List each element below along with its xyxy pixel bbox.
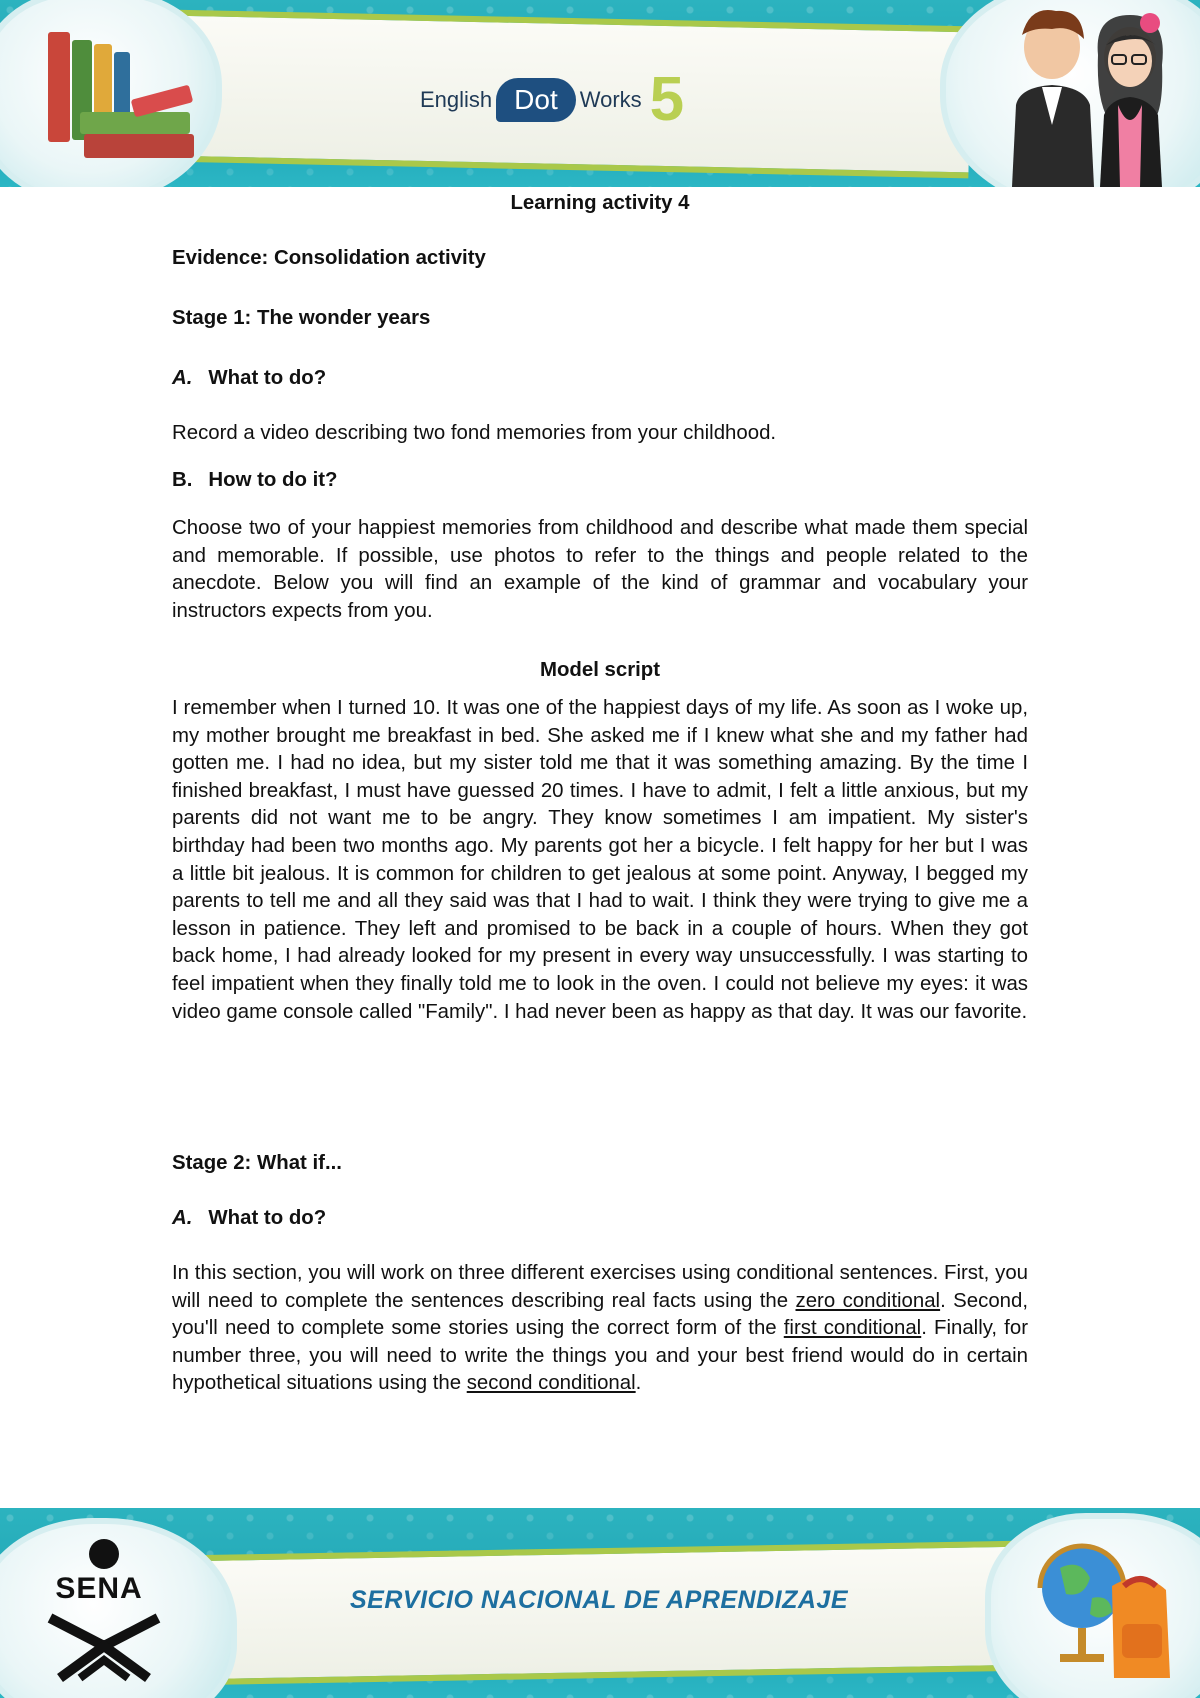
stage2-text-part4: . [635, 1372, 642, 1395]
sena-logo [20, 1528, 180, 1688]
stage2-a-title: What to do? [208, 1207, 327, 1229]
english-dot-works-logo [420, 65, 685, 134]
logo-number: 5 [649, 65, 685, 134]
stage1-a-text: Record a video describing two fond memories from your childhood. [172, 422, 777, 444]
logo-word-works: Works [579, 87, 642, 112]
page-title: Learning activity 4 [510, 192, 690, 214]
model-script-heading: Model script [539, 659, 661, 681]
stage1-b-text: Choose two of your happiest memories from childhood and describe what made them special and memorable. If possible, use photos to refer to the things and people related to the anecdote. Below you will find an example of the kind of grammar and vocabulary your instructors expects from you. [172, 517, 1028, 622]
stage2-text-part3: . Finally, for number three, you will need to write the things you and your best friend would do in certain hypothetical situations using the [172, 1317, 1028, 1395]
model-script-text: I remember when I turned 10. It was one of the happiest days of my life. As soon as I woke up, my mother brought me breakfast in bed. She asked me if I knew what she and my father had gotten me. I had no idea, but my sister told me that it was something amazing. By the time I finished breakfast, I must have guessed 20 times. I have to admit, I felt a little anxious, but my parents did not want me to be angry. They know sometimes I am impatient. My sister's birthday had been two months ago. My parents got her a bicycle. I felt happy for her but I was a little bit jealous. It is common for children to get jealous at some point. Anyway, I begged my parents to tell me and all they said was that I had to wait. I think they were trying to give me a lesson in patience. They left and promised to be back in a couple of hours. When they got back home, I had already looked for my present in every way unsuccessfully. I was starting to feel impatient when they finally told me to look in the oven. I could not believe my eyes: it was video game console called "Family". I had never been as happy as that day. It was our favorite. [172, 697, 1028, 1023]
header-banner [0, 0, 1200, 187]
stage2-heading: Stage 2: What if... [172, 1152, 342, 1174]
stage2-a-letter: A. [172, 1207, 193, 1229]
stage1-heading: Stage 1: The wonder years [172, 307, 431, 329]
stage1-b-heading [172, 467, 338, 495]
stage1-a-letter: A. [172, 367, 193, 389]
logo-word-dot: Dot [496, 78, 576, 122]
stage1-a-title: What to do? [208, 367, 327, 389]
sena-person-icon [20, 1528, 180, 1688]
stage2-a-heading [172, 1205, 326, 1233]
books-icon [40, 22, 200, 172]
stage2-text-part1: In this section, you will work on three different exercises using conditional sentences. First, you will need to complete the sentences describing real facts using the [172, 1262, 1028, 1312]
first-conditional-link[interactable]: first conditional [783, 1317, 922, 1340]
stage2-text-part2: . Second, you'll need to complete some stories using the correct form of the [172, 1289, 1029, 1340]
students-illustration [990, 5, 1190, 187]
sena-label: SENA [55, 1572, 143, 1605]
second-conditional-link[interactable]: second conditional [466, 1372, 636, 1395]
stage2-a-text [172, 1260, 1028, 1398]
stage1-a-heading [172, 365, 326, 393]
stage1-b-letter: B. [172, 469, 193, 491]
stage1-b-title: How to do it? [208, 469, 338, 491]
logo-word-english: English [420, 87, 493, 112]
evidence-heading: Evidence: Consolidation activity [172, 247, 486, 269]
zero-conditional-link[interactable]: zero conditional [795, 1289, 941, 1312]
footer-banner [0, 1508, 1200, 1698]
institution-name: SERVICIO NACIONAL DE APRENDIZAJE [350, 1586, 849, 1614]
globe-backpack-icon [1020, 1528, 1180, 1688]
